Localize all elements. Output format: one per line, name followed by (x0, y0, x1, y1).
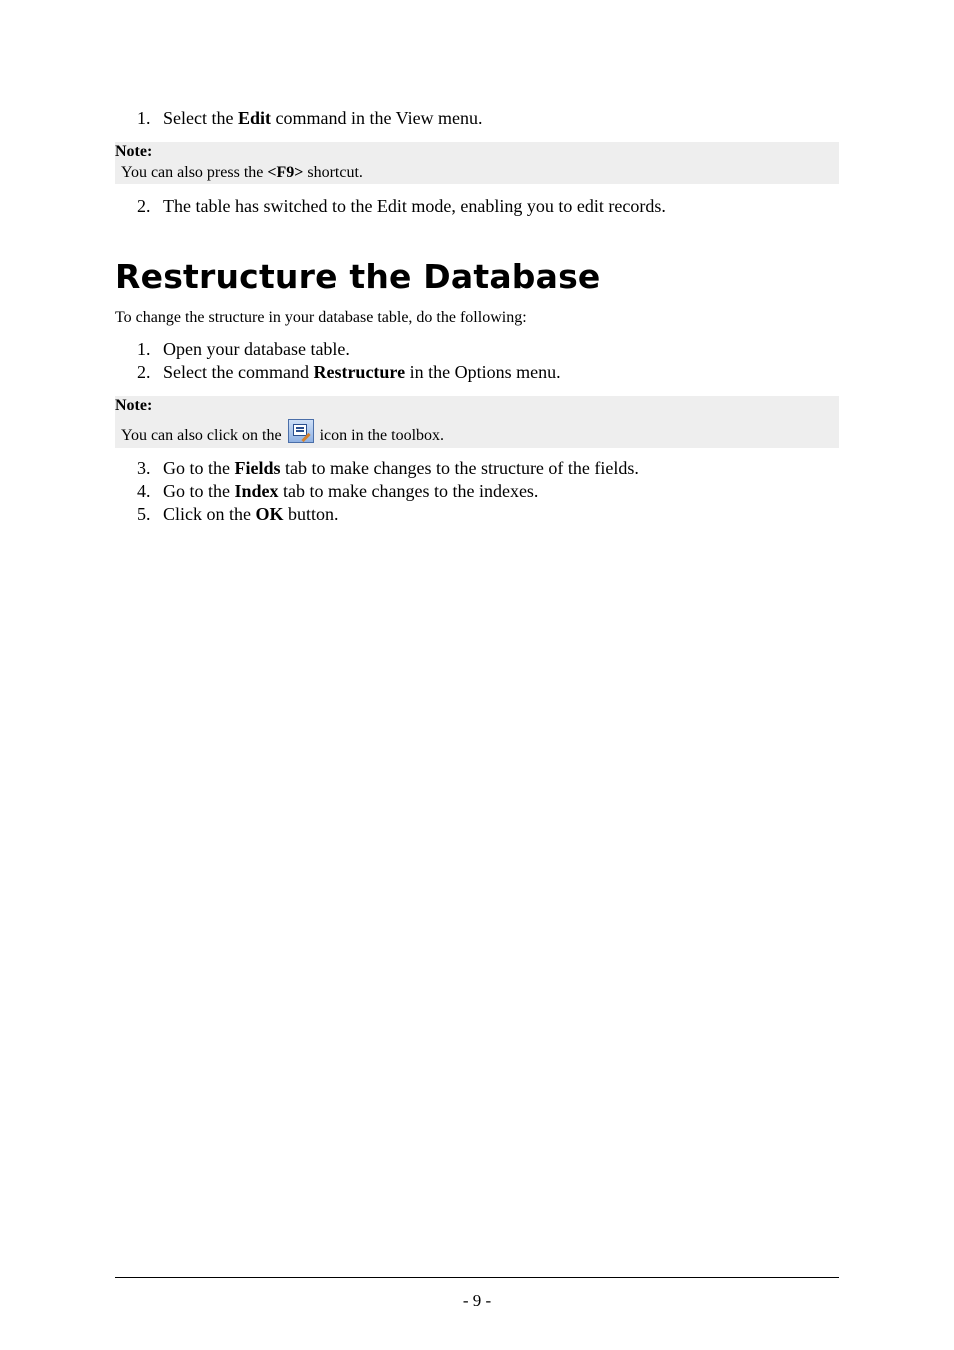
restructure-icon (288, 419, 314, 443)
step-number: 1. (137, 339, 151, 359)
step-text: Go to the Fields tab to make changes to the structure of the fields. (163, 458, 639, 478)
step-text: The table has switched to the Edit mode, enabling you to edit records. (163, 196, 666, 216)
intro-text: To change the structure in your database table, do the following: (115, 309, 527, 326)
footer-divider (115, 1277, 839, 1278)
step-text: Go to the Index tab to make changes to the indexes. (163, 481, 539, 501)
steps-list-edit-a (115, 107, 839, 130)
note-box-f9 (115, 142, 839, 184)
list-item (115, 107, 839, 130)
step-text: Open your database table. (163, 339, 350, 359)
section-heading: Restructure the Database (115, 257, 601, 296)
list-item (115, 480, 839, 503)
page-number: - 9 - (462, 1291, 492, 1310)
step-number: 2. (137, 362, 151, 382)
steps-list-restructure-a (115, 338, 839, 384)
note-title: Note: (115, 143, 153, 160)
steps-list-restructure-b (115, 457, 839, 526)
step-number: 3. (137, 458, 151, 478)
note-title: Note: (115, 397, 153, 414)
note-box-restructure (115, 396, 839, 448)
list-item (115, 457, 839, 480)
list-item (115, 338, 839, 361)
note-body: You can also press the <F9> shortcut. (121, 164, 363, 181)
step-text: Select the Edit command in the View menu. (163, 108, 483, 128)
list-item (115, 361, 839, 384)
list-item (115, 503, 839, 526)
list-item (115, 195, 839, 218)
steps-list-edit-b (115, 195, 839, 218)
step-number: 4. (137, 481, 151, 501)
step-text: Select the command Restructure in the Options menu. (163, 362, 561, 382)
step-number: 1. (137, 108, 151, 128)
step-number: 5. (137, 504, 151, 524)
step-text: Click on the OK button. (163, 504, 339, 524)
note-body: You can also click on the icon in the toolbox. (115, 419, 839, 447)
step-number: 2. (137, 196, 151, 216)
